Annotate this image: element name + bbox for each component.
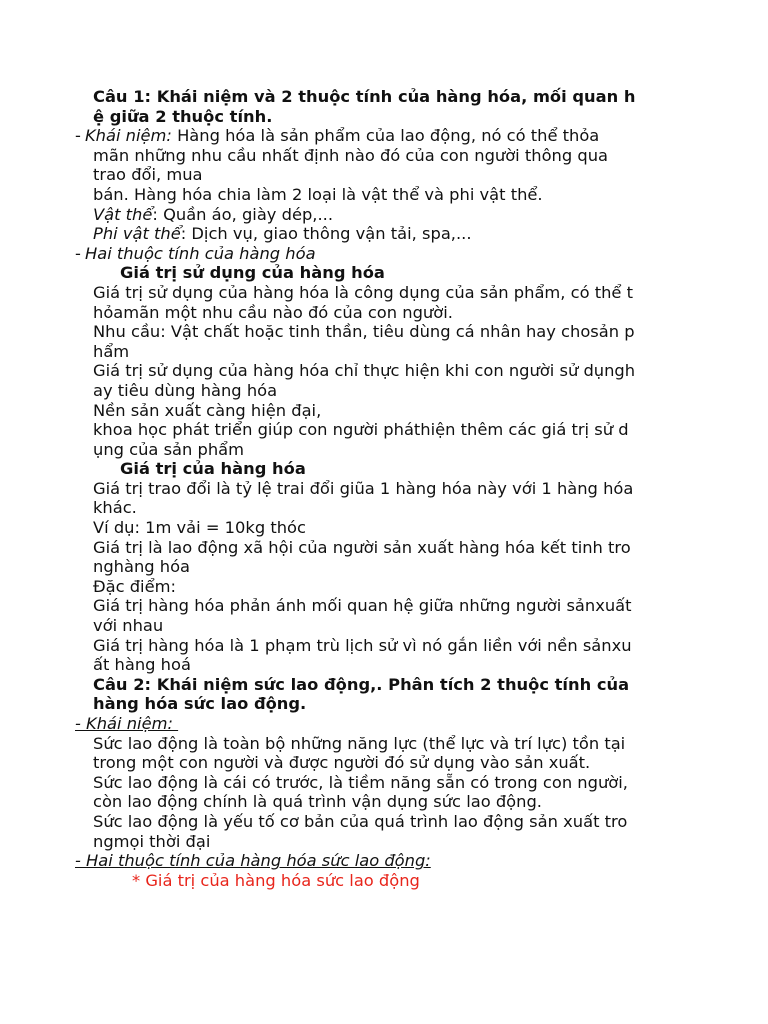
gt-line: Giá trị trao đổi là tỷ lệ trai đổi giũa 1 hàng hóa này với 1 hàng hóa: [93, 478, 634, 498]
khai-niem-text: Hàng hóa là sản phẩm của lao động, nó có thể thỏa: [171, 126, 600, 146]
gt-line: ất hàng hoá: [93, 655, 191, 675]
document-content: [0, 87, 768, 890]
gtsd-line: Nền sản xuất càng hiện đại,: [93, 400, 322, 420]
hai-thuoc-tinh-text: Hai thuộc tính của hàng hóa: [85, 243, 316, 263]
bullet-dash: -: [75, 126, 81, 146]
gt-line: Giá trị hàng hóa phản ánh mối quan hệ giữa những người sảnxuất: [93, 596, 632, 616]
bullet-dash: -: [75, 243, 81, 263]
khai-niem-label: Khái niệm:: [85, 126, 172, 146]
gt-line: Đặc điểm:: [93, 576, 176, 596]
gtsd-line: Nhu cầu: Vật chất hoặc tinh thần, tiêu dùng cá nhân hay chosản p: [93, 322, 635, 342]
khai-niem-line3: trao đổi, mua: [93, 165, 203, 185]
cau2-title-line1: Câu 2: Khái niệm sức lao động,. Phân tích 2 thuộc tính của: [93, 674, 630, 694]
cau2-hai-thuoc-tinh: - Hai thuộc tính của hàng hóa sức lao động:: [75, 851, 431, 871]
cau1-title-line1: Câu 1: Khái niệm và 2 thuộc tính của hàng hóa, mối quan h: [93, 87, 636, 106]
phi-vat-the-text: : Dịch vụ, giao thông vận tải, spa,...: [180, 224, 472, 244]
cau2-khai-niem-line: Sức lao động là toàn bộ những năng lực (thể lực và trí lực) tồn tại: [93, 733, 626, 753]
gtsd-line: hẩm: [93, 341, 130, 361]
khai-niem-line2: mãn những nhu cầu nhất định nào đó của con người thông qua: [93, 145, 609, 165]
gt-line: với nhau: [93, 616, 164, 636]
gtsd-line: ay tiêu dùng hàng hóa: [93, 380, 278, 400]
vat-the-line: [0, 205, 768, 225]
cau2-gia-tri-heading: * Giá trị của hàng hóa sức lao động: [132, 870, 420, 890]
cau2-khai-niem-line: trong một con người và được người đó sử dụng vào sản xuất.: [93, 753, 591, 773]
khai-niem-line4: bán. Hàng hóa chia làm 2 loại là vật thể và phi vật thể.: [93, 184, 543, 204]
gtsd-line: Giá trị sử dụng của hàng hóa là công dụng của sản phẩm, có thể t: [93, 282, 633, 302]
cau1-title-line2: ệ giữa 2 thuộc tính.: [93, 106, 273, 126]
gt-line: khác.: [93, 498, 137, 518]
phi-vat-the-label: Phi vật thể: [93, 224, 181, 244]
cau2-khai-niem-line: Sức lao động là yếu tố cơ bản của quá trình lao động sản xuất tro: [93, 811, 628, 831]
gtsd-line: hỏamãn một nhu cầu nào đó của con người.: [93, 302, 453, 322]
cau2-title-line2: hàng hóa sức lao động.: [93, 694, 307, 714]
gtsd-line: khoa học phát triển giúp con người pháthiện thêm các giá trị sử d: [93, 420, 629, 440]
phi-vat-the-line: [0, 224, 768, 244]
cau2-khai-niem-line: còn lao động chính là quá trình vận dụng sức lao động.: [93, 792, 542, 812]
gtsd-heading: Giá trị sử dụng của hàng hóa: [120, 263, 385, 283]
vat-the-label: Vật thể: [93, 204, 153, 224]
gt-line: Ví dụ: 1m vải = 10kg thóc: [93, 518, 306, 538]
gtsd-line: Giá trị sử dụng của hàng hóa chỉ thực hiện khi con người sử dụngh: [93, 361, 636, 381]
gt-line: Giá trị hàng hóa là 1 phạm trù lịch sử vì nó gắn liền với nền sảnxu: [93, 635, 632, 655]
gt-line: nghàng hóa: [93, 557, 191, 577]
gtsd-line: ụng của sản phẩm: [93, 439, 245, 459]
cau2-khai-niem-label: - Khái niệm:: [75, 714, 179, 733]
cau2-khai-niem-line: Sức lao động là cái có trước, là tiềm năng sẵn có trong con người,: [93, 772, 628, 792]
cau2-khai-niem-line: ngmọi thời đại: [93, 831, 211, 851]
khai-niem-line1: [0, 126, 768, 146]
hai-thuoc-tinh-line: [0, 244, 768, 264]
gt-line: Giá trị là lao động xã hội của người sản xuất hàng hóa kết tinh tro: [93, 537, 631, 557]
vat-the-text: : Quần áo, giày dép,...: [152, 204, 333, 224]
gt-heading: Giá trị của hàng hóa: [120, 459, 306, 479]
